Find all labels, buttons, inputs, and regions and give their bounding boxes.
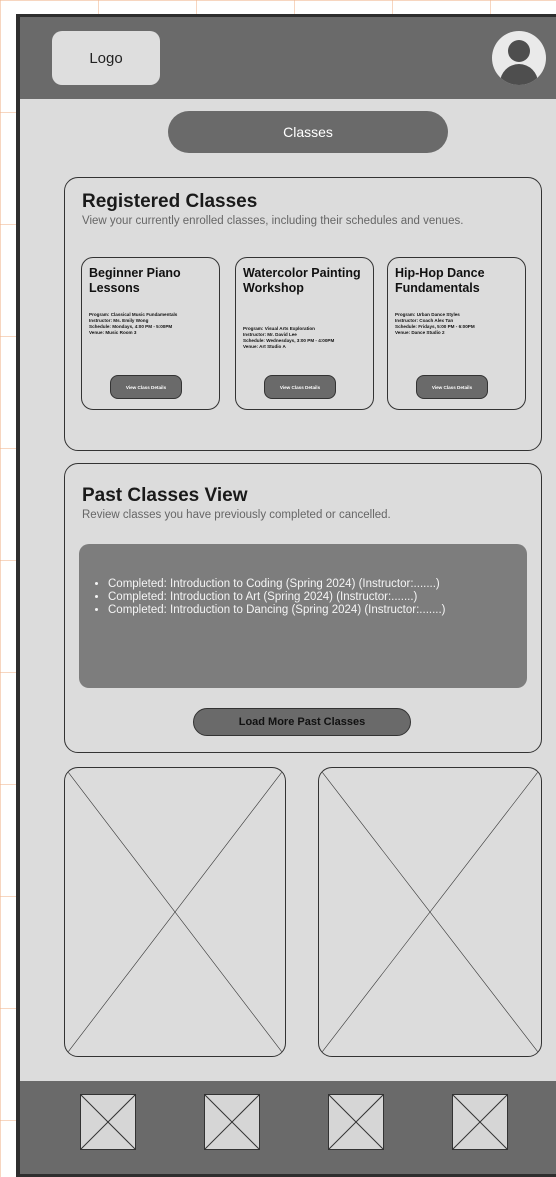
past-classes-list [79,544,527,688]
class-venue: Venue: Art Studio A [243,344,286,349]
registered-classes-panel [64,177,542,451]
class-card-info [89,312,215,336]
past-classes-title: Past Classes View [82,485,248,506]
past-classes-panel [64,463,542,753]
logo[interactable]: Logo [52,31,160,85]
view-class-details-button[interactable]: View Class Details [416,375,488,399]
image-placeholder-icon [318,767,542,1057]
class-card-piano[interactable] [81,257,220,410]
class-schedule: Schedule: Fridays, 5:00 PM - 6:00PM [395,324,475,329]
class-card-title: Beginner Piano Lessons [89,266,181,295]
past-class-item: • Completed: Introduction to Dancing (Spring 2024) (Instructor:.......) [108,604,519,617]
avatar-head [508,40,530,62]
registered-classes-subtitle: View your currently enrolled classes, including their schedules and venues. [82,215,464,227]
nav-icon-1[interactable] [80,1094,136,1150]
class-program: Program: Classical Music Fundamentals [89,312,178,317]
class-card-hiphop[interactable] [387,257,526,410]
app-frame [16,14,556,1177]
view-class-details-button[interactable]: View Class Details [264,375,336,399]
past-class-item: • Completed: Introduction to Art (Spring 2024) (Instructor:.......) [108,591,519,604]
classes-tab-button[interactable]: Classes [168,111,448,153]
class-card-info [243,326,369,350]
class-schedule: Schedule: Wednesdays, 3:00 PM - 4:00PM [243,338,335,343]
image-placeholder-icon [64,767,286,1057]
view-class-details-button[interactable]: View Class Details [110,375,182,399]
class-instructor: Instructor: Coach Alex Tan [395,318,454,323]
past-classes-subtitle: Review classes you have previously completed or cancelled. [82,509,391,521]
class-card-title: Hip-Hop Dance Fundamentals [395,266,485,295]
user-avatar-icon[interactable] [492,31,546,85]
class-program: Program: Visual Arts Exploration [243,326,315,331]
avatar-shoulders [500,64,538,85]
class-venue: Venue: Music Room 3 [89,330,137,335]
class-card-title: Watercolor Painting Workshop [243,266,361,295]
class-venue: Venue: Dance Studio 2 [395,330,445,335]
class-card-watercolor[interactable] [235,257,374,410]
nav-icon-4[interactable] [452,1094,508,1150]
nav-icon-3[interactable] [328,1094,384,1150]
load-more-past-classes-button[interactable]: Load More Past Classes [193,708,411,736]
registered-classes-title: Registered Classes [82,191,258,212]
class-program: Program: Urban Dance Styles [395,312,460,317]
class-instructor: Instructor: Ms. Emily Wong [89,318,149,323]
class-card-info [395,312,521,336]
header-bar [20,17,556,99]
past-class-item: • Completed: Introduction to Coding (Spring 2024) (Instructor:.......) [108,578,519,591]
bottom-nav-bar [20,1081,556,1174]
class-schedule: Schedule: Mondays, 4:00 PM - 5:00PM [89,324,173,329]
nav-icon-2[interactable] [204,1094,260,1150]
class-instructor: Instructor: Mr. David Lee [243,332,297,337]
